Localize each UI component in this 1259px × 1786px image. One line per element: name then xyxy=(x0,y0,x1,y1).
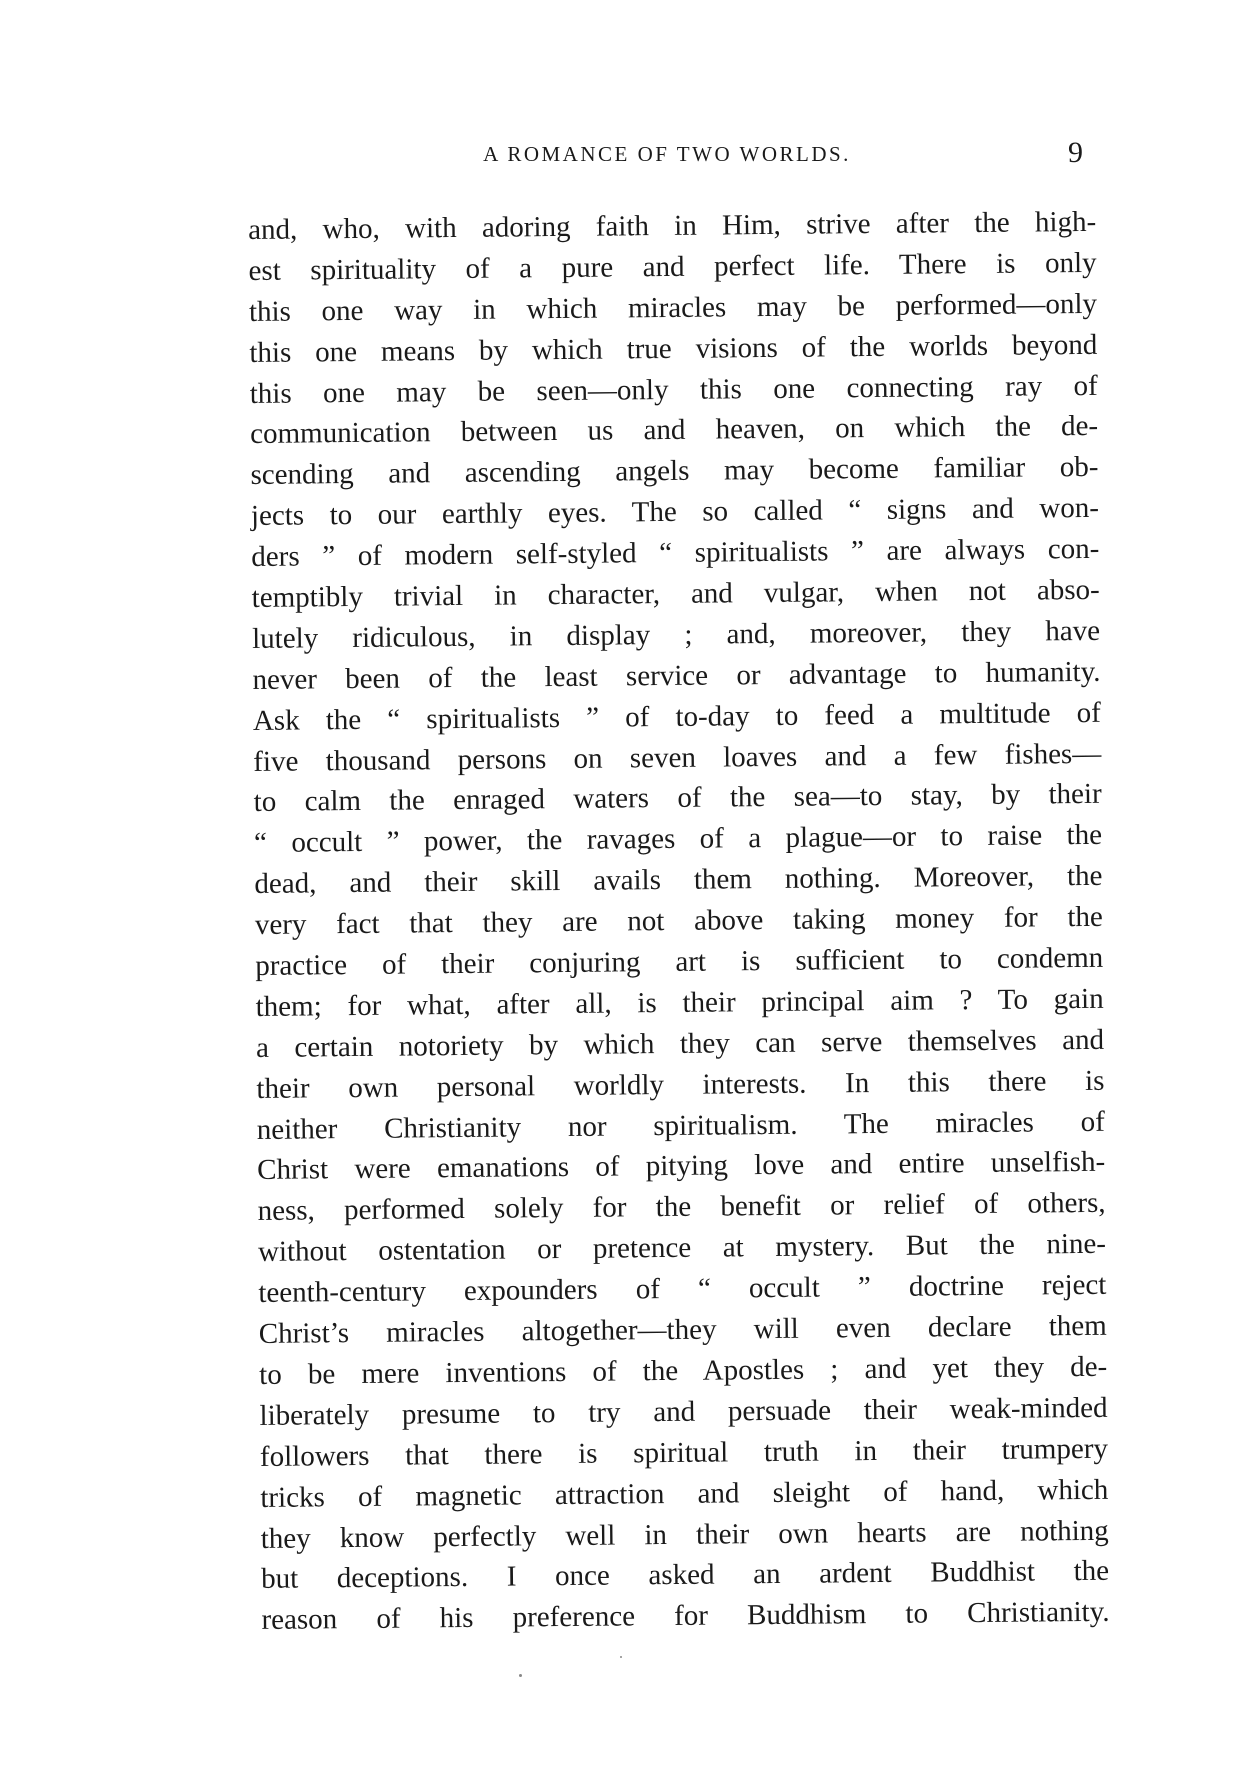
text-line: ders ” of modern self-styled “ spiritualists ” are always con- xyxy=(251,532,1100,574)
running-header: A ROMANCE OF TWO WORLDS. xyxy=(483,142,851,166)
text-line: jects to our earthly eyes. The so called “ signs and won- xyxy=(250,492,1100,533)
text-line: to calm the enraged waters of the sea—to stay, by their xyxy=(253,778,1102,819)
text-line: “ occult ” power, the ravages of a plague—or to raise the xyxy=(253,819,1103,860)
text-line: them; for what, after all, is their principal aim ? To gain xyxy=(255,982,1104,1023)
text-line: they know perfectly well in their own hearts are nothing xyxy=(260,1514,1109,1555)
text-line: their own personal worldly interests. In this there is xyxy=(256,1064,1105,1105)
text-line: very fact that they are not above taking money for the xyxy=(254,900,1103,942)
text-line: followers that there is spiritual truth in their trumpery xyxy=(259,1432,1109,1473)
text-line: communication between us and heaven, on which the de- xyxy=(250,410,1099,451)
text-line: est spirituality of a pure and perfect life. There is only xyxy=(248,246,1097,287)
text-line: but deceptions. I once asked an ardent Buddhist the xyxy=(260,1555,1110,1596)
text-line: this one means by which true visions of the worlds beyond xyxy=(249,328,1098,369)
text-line: Christ’s miracles altogether—they will even declare them xyxy=(258,1309,1107,1350)
text-line: temptibly trivial in character, and vulgar, when not abso- xyxy=(251,573,1100,614)
text-line: Christ were emanations of pitying love and entire unselfish- xyxy=(257,1146,1106,1187)
text-line: practice of their conjuring art is sufficient to condemn xyxy=(255,941,1104,982)
text-line: this one may be seen—only this one connecting ray of xyxy=(249,369,1098,410)
text-line: tricks of magnetic attraction and sleight of hand, which xyxy=(260,1473,1109,1514)
text-line: teenth-century expounders of “ occult ” doctrine reject xyxy=(258,1268,1107,1310)
text-line: never been of the least service or advantage to humanity. xyxy=(252,655,1101,696)
text-line: five thousand persons on seven loaves and a few fishes— xyxy=(253,737,1102,778)
text-line: lutely ridiculous, in display ; and, moreover, they have xyxy=(251,614,1101,655)
text-line: this one way in which miracles may be performed—only xyxy=(248,287,1098,328)
text-line: liberately presume to try and persuade their weak-minded xyxy=(259,1391,1108,1432)
text-line: and, who, with adoring faith in Him, strive after the high- xyxy=(248,205,1097,246)
page-number: 9 xyxy=(1068,136,1083,169)
text-line: reason of his preference for Buddhism to Christianity. xyxy=(261,1596,1110,1637)
text-line: scending and ascending angels may become familiar ob- xyxy=(250,451,1099,492)
scan-speck xyxy=(519,1674,522,1677)
text-line: ness, performed solely for the benefit or relief of others, xyxy=(257,1187,1106,1228)
text-line: to be mere inventions of the Apostles ; and yet they de- xyxy=(259,1350,1108,1391)
body-text xyxy=(248,202,1110,1641)
text-line: a certain notoriety by which they can serve themselves and xyxy=(255,1023,1105,1064)
text-line: Ask the “ spiritualists ” of to-day to feed a multitude of xyxy=(252,696,1102,737)
scan-speck xyxy=(620,1656,622,1658)
text-line: neither Christianity nor spiritualism. The miracles of xyxy=(256,1105,1105,1146)
text-line: without ostentation or pretence at mystery. But the nine- xyxy=(257,1228,1107,1269)
text-line: dead, and their skill avails them nothing. Moreover, the xyxy=(254,860,1103,901)
